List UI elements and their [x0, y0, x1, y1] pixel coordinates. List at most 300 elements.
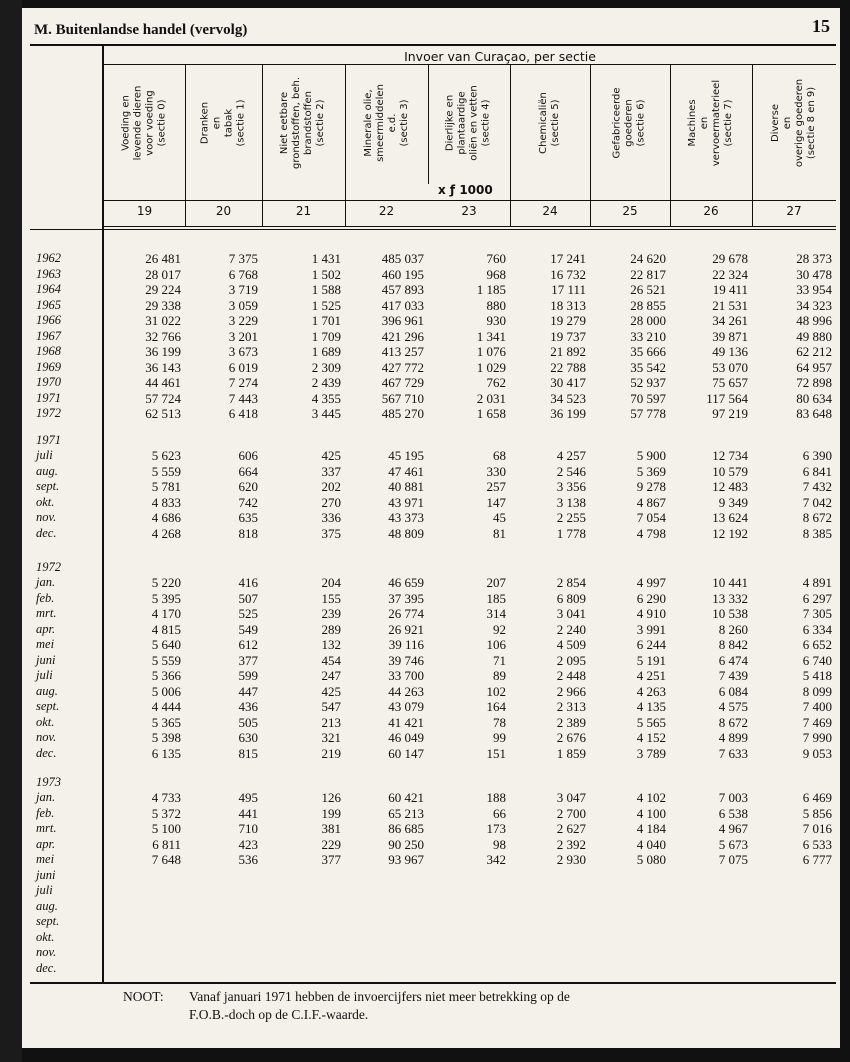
row-label: 1962	[36, 251, 61, 265]
table-cell: 92	[493, 621, 506, 637]
table-cell: 40 881	[388, 479, 424, 494]
column-number: 26	[703, 204, 719, 218]
table-cell: 62 212	[796, 344, 832, 359]
table-cell: 413 257	[381, 344, 424, 359]
table-cell: 4 251	[636, 668, 666, 683]
table-cell: 314	[486, 606, 506, 621]
table-cell: 5 372	[151, 805, 181, 821]
table-cell: 7 648	[151, 852, 181, 867]
row-label: 1968	[36, 344, 61, 358]
row-label: aug.	[36, 463, 58, 478]
table-cell: 742	[238, 494, 258, 510]
table-cell: 289	[321, 621, 341, 637]
table-cell: 6 474	[718, 652, 748, 668]
table-cell: 5 565	[636, 714, 666, 730]
table-cell: 6 740	[802, 652, 832, 668]
table-cell: 416	[238, 575, 258, 590]
table-cell: 4 355	[311, 390, 341, 406]
table-cell: 4 575	[718, 699, 748, 714]
table-cell: 68	[493, 448, 506, 463]
table-cell: 342	[486, 852, 506, 867]
table-cell: 1 185	[476, 282, 506, 297]
table-cell: 6 390	[802, 448, 832, 463]
table-cell: 219	[321, 745, 341, 761]
table-cell: 257	[486, 479, 506, 494]
header-rule	[30, 44, 836, 46]
row-label: sept.	[36, 699, 60, 713]
table-cell: 7 274	[228, 375, 258, 390]
table-cell: 599	[238, 668, 258, 683]
table-cell: 147	[486, 494, 506, 510]
table-cell: 229	[321, 836, 341, 852]
table-cell: 9 053	[802, 745, 832, 761]
table-cell: 35 542	[630, 359, 666, 375]
table-cell: 43 373	[388, 510, 424, 525]
table-cell: 207	[486, 575, 506, 590]
table-cell: 9 349	[718, 494, 748, 510]
table-cell: 630	[238, 730, 258, 745]
table-cell: 3 356	[556, 479, 586, 494]
table-cell: 485 270	[381, 406, 424, 421]
table-cell: 880	[486, 297, 506, 313]
table-cell: 968	[486, 266, 506, 282]
table-cell: 2 313	[556, 699, 586, 714]
table-cell: 60 421	[388, 790, 424, 805]
row-label: mei	[36, 637, 55, 651]
row-label: apr.	[36, 836, 56, 851]
table-cell: 36 199	[145, 344, 181, 359]
table-cell: 4 444	[151, 699, 181, 714]
table-cell: 7 469	[802, 714, 832, 730]
table-cell: 65 213	[388, 805, 424, 821]
table-cell: 5 100	[151, 821, 181, 836]
group-year-label: 1972	[36, 559, 61, 574]
table-cell: 202	[321, 479, 341, 494]
table-cell: 4 152	[636, 730, 666, 745]
table-cell: 41 421	[388, 714, 424, 730]
table-cell: 151	[486, 745, 506, 761]
column-header-label: Minerale olie, smeermiddelen e.d. (sectie 3)	[362, 84, 410, 162]
footnote-label: NOOT:	[123, 989, 164, 1004]
table-cell: 4 040	[636, 836, 666, 852]
table-cell: 90 250	[388, 836, 424, 852]
table-cell: 49 136	[712, 344, 748, 359]
row-label: feb.	[36, 805, 55, 820]
table-cell: 8 385	[802, 525, 832, 541]
row-label: juni	[36, 652, 56, 667]
column-header-label: Dierlijke en plantaardige oliën en vetten (sectie 4)	[444, 85, 492, 161]
page-number: 15	[812, 16, 830, 36]
page-title: M. Buitenlandse handel (vervolg)	[34, 22, 248, 38]
table-cell: 460 195	[381, 266, 424, 282]
group-year-label: 1971	[36, 432, 61, 447]
table-cell: 664	[238, 463, 258, 479]
table-cell: 35 666	[630, 344, 666, 359]
table-cell: 4 170	[151, 606, 181, 621]
table-cell: 33 700	[388, 668, 424, 683]
table-top-rule	[30, 229, 836, 230]
table-cell: 6 334	[802, 621, 832, 637]
table-cell: 46 049	[388, 730, 424, 745]
footnote-line1: Vanaf januari 1971 hebben de invoercijfers niet meer betrekking op de	[189, 989, 570, 1004]
table-cell: 5 398	[151, 730, 181, 745]
table-cell: 22 324	[712, 266, 748, 282]
row-label: mei	[36, 852, 55, 866]
table-cell: 1 701	[311, 313, 341, 328]
table-cell: 6 135	[151, 745, 181, 761]
column-number: 23	[461, 204, 477, 218]
row-label: mrt.	[36, 821, 57, 835]
table-cell: 43 971	[388, 494, 424, 510]
table-cell: 8 099	[802, 683, 832, 699]
column-header	[262, 66, 345, 180]
table-cell: 7 305	[802, 606, 832, 621]
table-cell: 80 634	[796, 390, 832, 406]
table-cell: 5 080	[636, 852, 666, 867]
table-cell: 6 809	[556, 590, 586, 606]
table-cell: 620	[238, 479, 258, 494]
table-cell: 18 313	[550, 297, 586, 313]
table-cell: 2 392	[556, 836, 586, 852]
table-cell: 4 135	[636, 699, 666, 714]
table-cell: 4 891	[802, 575, 832, 590]
table-cell: 612	[238, 637, 258, 652]
table-cell: 2 309	[311, 359, 341, 375]
table-cell: 421 296	[381, 328, 424, 344]
table-cell: 4 815	[151, 621, 181, 637]
table-cell: 2 966	[556, 683, 586, 699]
table-cell: 34 323	[796, 297, 832, 313]
table-bottom-rule	[30, 982, 836, 984]
table-cell: 30 417	[550, 375, 586, 390]
table-cell: 4 686	[151, 510, 181, 525]
table-cell: 270	[321, 494, 341, 510]
column-number: 21	[295, 204, 312, 218]
table-cell: 97 219	[712, 406, 748, 421]
table-cell: 337	[321, 463, 341, 479]
table-cell: 3 673	[228, 344, 258, 359]
footnote	[123, 988, 570, 1024]
table-cell: 762	[486, 375, 506, 390]
table-cell: 98	[493, 836, 506, 852]
table-cell: 1 859	[556, 745, 586, 761]
table-cell: 507	[238, 590, 258, 606]
table-cell: 43 079	[388, 699, 424, 714]
column-header	[345, 66, 428, 180]
table-cell: 75 657	[712, 375, 748, 390]
row-label: 1972	[36, 406, 61, 420]
table-cell: 81	[493, 525, 506, 541]
table-cell: 3 991	[636, 621, 666, 637]
column-header-label: Dranken en tabak (sectie 1)	[199, 99, 247, 147]
table-cell: 6 469	[802, 790, 832, 805]
row-label: nov.	[36, 730, 57, 744]
table-cell: 32 766	[145, 328, 181, 344]
row-label: aug.	[36, 898, 58, 913]
table-cell: 1 588	[311, 282, 341, 297]
table-cell: 48 996	[796, 313, 832, 328]
row-label: jan.	[36, 790, 56, 804]
column-number: 27	[786, 204, 802, 218]
column-header	[590, 66, 670, 180]
table-cell: 396 961	[381, 313, 424, 328]
table-cell: 36 199	[550, 406, 586, 421]
table-cell: 3 047	[556, 790, 586, 805]
column-header	[752, 66, 836, 180]
table-cell: 423	[238, 836, 258, 852]
table-cell: 495	[238, 790, 258, 805]
table-cell: 7 016	[802, 821, 832, 836]
table-cell: 28 373	[796, 251, 832, 266]
row-label: jan.	[36, 575, 56, 589]
table-cell: 5 900	[636, 448, 666, 463]
row-label: mrt.	[36, 606, 57, 620]
table-cell: 17 111	[551, 282, 586, 297]
table-cell: 4 967	[718, 821, 748, 836]
table-cell: 760	[486, 251, 506, 266]
table-cell: 22 817	[630, 266, 666, 282]
table-cell: 6 777	[802, 852, 832, 867]
row-label: nov.	[36, 510, 57, 524]
column-header-label: Niet eetbare grondstoffen, beh. brandstoffen (sectie 2)	[279, 76, 327, 170]
table-cell: 3 229	[228, 313, 258, 328]
column-number: 22	[378, 204, 395, 218]
table-cell: 425	[321, 448, 341, 463]
table-cell: 6 533	[802, 836, 832, 852]
row-label: 1970	[36, 375, 61, 389]
table-cell: 22 788	[550, 359, 586, 375]
table-cell: 60 147	[388, 745, 424, 761]
table-cell: 21 892	[550, 344, 586, 359]
table-cell: 1 076	[476, 344, 506, 359]
table-cell: 1 525	[311, 297, 341, 313]
table-cell: 36 143	[145, 359, 181, 375]
table-cell: 930	[486, 313, 506, 328]
table-cell: 24 620	[630, 251, 666, 266]
table-cell: 28 000	[630, 313, 666, 328]
table-cell: 45	[493, 510, 506, 525]
column-header-label: Voeding en levende dieren voor voeding (sectie 0)	[120, 85, 168, 161]
table-cell: 7 375	[228, 251, 258, 266]
table-cell: 2 439	[311, 375, 341, 390]
row-label: 1963	[36, 266, 61, 281]
row-label: 1967	[36, 328, 61, 343]
table-cell: 106	[486, 637, 506, 652]
table-cell: 66	[493, 805, 506, 821]
table-cell: 44 263	[388, 683, 424, 699]
table-cell: 45 195	[388, 448, 424, 463]
table-cell: 2 700	[556, 805, 586, 821]
table-cell: 377	[321, 852, 341, 867]
table-cell: 8 672	[718, 714, 748, 730]
table-cell: 5 369	[636, 463, 666, 479]
column-header-label: Chemicaliën (sectie 5)	[537, 92, 561, 154]
table-cell: 155	[321, 590, 341, 606]
table-cell: 26 481	[145, 251, 181, 266]
table-cell: 49 880	[796, 328, 832, 344]
table-cell: 606	[238, 448, 258, 463]
table-cell: 99	[493, 730, 506, 745]
table-cell: 132	[321, 637, 341, 652]
table-cell: 4 257	[556, 448, 586, 463]
row-label: okt.	[36, 714, 55, 729]
table-cell: 39 871	[712, 328, 748, 344]
table-cell: 12 734	[712, 448, 748, 463]
row-label: sept.	[36, 914, 60, 928]
row-label: apr.	[36, 621, 56, 636]
table-cell: 83 648	[796, 406, 832, 421]
table-cell: 6 297	[802, 590, 832, 606]
table-cell: 818	[238, 525, 258, 541]
table-cell: 321	[321, 730, 341, 745]
table-cell: 4 997	[636, 575, 666, 590]
table-cell: 710	[238, 821, 258, 836]
table-cell: 7 633	[718, 745, 748, 761]
table-cell: 3 445	[311, 406, 341, 421]
table-cell: 336	[321, 510, 341, 525]
table-cell: 3 789	[636, 745, 666, 761]
table-cell: 34 523	[550, 390, 586, 406]
table-cell: 13 624	[712, 510, 748, 525]
table-cell: 381	[321, 821, 341, 836]
table-cell: 815	[238, 745, 258, 761]
table-cell: 72 898	[796, 375, 832, 390]
column-number: 25	[622, 204, 638, 218]
table-cell: 6 418	[228, 406, 258, 421]
column-header-label: Gefabriceerde goederen (sectie 6)	[612, 87, 647, 159]
table-cell: 173	[486, 821, 506, 836]
table-cell: 417 033	[381, 297, 424, 313]
table-cell: 12 483	[712, 479, 748, 494]
table-cell: 6 652	[802, 637, 832, 652]
table-cell: 16 732	[550, 266, 586, 282]
table-cell: 117 564	[706, 390, 748, 406]
table-cell: 70 597	[630, 390, 666, 406]
table-cell: 48 809	[388, 525, 424, 541]
table-cell: 78	[493, 714, 506, 730]
table-cell: 53 070	[712, 359, 748, 375]
table-cell: 425	[321, 683, 341, 699]
row-label: 1966	[36, 313, 61, 327]
column-header	[428, 66, 510, 180]
colnum-rule	[104, 226, 836, 227]
footnote-line2: F.O.B.-doch op de C.I.F.-waarde.	[189, 1007, 369, 1022]
table-cell: 6 811	[152, 836, 181, 852]
table-cell: 28 855	[630, 297, 666, 313]
table-cell: 457 893	[381, 282, 424, 297]
row-label: juli	[36, 668, 53, 682]
table-cell: 547	[321, 699, 341, 714]
table-cell: 7 432	[802, 479, 832, 494]
table-cell: 3 719	[228, 282, 258, 297]
table-cell: 37 395	[388, 590, 424, 606]
table-cell: 4 509	[556, 637, 586, 652]
table-cell: 89	[493, 668, 506, 683]
row-label: 1969	[36, 359, 61, 374]
column-header	[510, 66, 590, 180]
column-number: 24	[542, 204, 558, 218]
row-label: okt.	[36, 494, 55, 509]
table-cell: 39 116	[388, 637, 424, 652]
column-header	[185, 66, 262, 180]
row-label: 1971	[36, 390, 61, 405]
table-cell: 5 673	[718, 836, 748, 852]
table-cell: 26 921	[388, 621, 424, 637]
table-cell: 4 100	[636, 805, 666, 821]
table-cell: 7 003	[718, 790, 748, 805]
table-cell: 3 059	[228, 297, 258, 313]
table-cell: 5 623	[151, 448, 181, 463]
group-year-label: 1973	[36, 774, 61, 789]
table-cell: 21 531	[712, 297, 748, 313]
page-edge	[0, 0, 22, 1062]
table-cell: 6 290	[636, 590, 666, 606]
table-cell: 549	[238, 621, 258, 637]
table-cell: 19 737	[550, 328, 586, 344]
table-cell: 1 689	[311, 344, 341, 359]
table-cell: 6 084	[718, 683, 748, 699]
table-cell: 204	[321, 575, 341, 590]
table-cell: 4 798	[636, 525, 666, 541]
table-cell: 19 279	[550, 313, 586, 328]
table-cell: 3 041	[556, 606, 586, 621]
row-label: dec.	[36, 960, 57, 975]
table-cell: 164	[486, 699, 506, 714]
table-cell: 6 019	[228, 359, 258, 375]
table-cell: 4 184	[636, 821, 666, 836]
table-cell: 199	[321, 805, 341, 821]
table-cell: 8 260	[718, 621, 748, 637]
table-cell: 330	[486, 463, 506, 479]
column-header-label: Diverse en overige goederen (sectie 8 en 9)	[770, 78, 818, 168]
table-cell: 34 261	[712, 313, 748, 328]
row-label: feb.	[36, 590, 55, 605]
table-cell: 8 842	[718, 637, 748, 652]
table-cell: 26 521	[630, 282, 666, 297]
table-cell: 26 774	[388, 606, 424, 621]
table-cell: 5 191	[636, 652, 666, 668]
table-cell: 57 778	[630, 406, 666, 421]
table-cell: 13 332	[712, 590, 748, 606]
table-cell: 29 678	[712, 251, 748, 266]
table-cell: 1 431	[311, 251, 341, 266]
table-cell: 5 781	[151, 479, 181, 494]
table-cell: 33 954	[796, 282, 832, 297]
table-cell: 46 659	[388, 575, 424, 590]
table-cell: 44 461	[145, 375, 181, 390]
table-cell: 10 579	[712, 463, 748, 479]
table-cell: 188	[486, 790, 506, 805]
row-label: dec.	[36, 745, 57, 760]
table-cell: 2 389	[556, 714, 586, 730]
table-cell: 6 244	[636, 637, 666, 652]
table-cell: 57 724	[145, 390, 181, 406]
table-cell: 7 400	[802, 699, 832, 714]
table-cell: 47 461	[388, 463, 424, 479]
table-cell: 64 957	[796, 359, 832, 375]
table-cell: 10 538	[712, 606, 748, 621]
row-label: dec.	[36, 525, 57, 540]
section-title-rule	[104, 64, 836, 65]
table-cell: 2 627	[556, 821, 586, 836]
table-cell: 5 856	[802, 805, 832, 821]
table-cell: 7 439	[718, 668, 748, 683]
table-cell: 28 017	[145, 266, 181, 282]
table-cell: 505	[238, 714, 258, 730]
row-label: aug.	[36, 683, 58, 698]
row-label: juli	[36, 883, 53, 897]
table-cell: 1 502	[311, 266, 341, 282]
